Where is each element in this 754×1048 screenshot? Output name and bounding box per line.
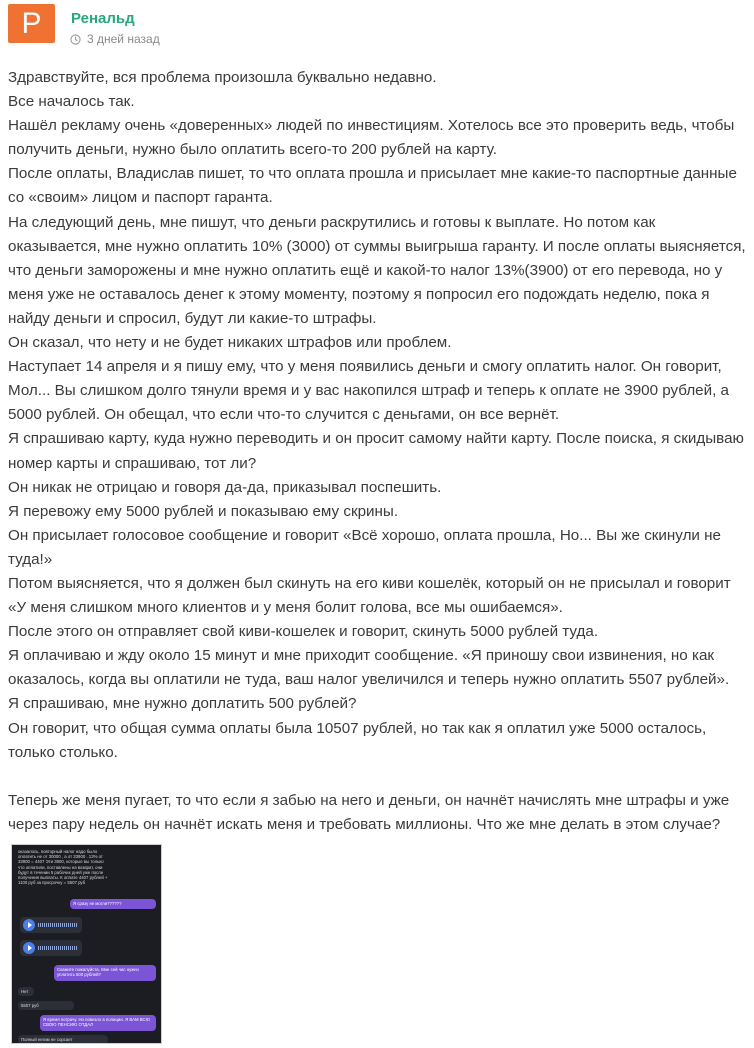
paragraph: Нашёл рекламу очень «доверенных» людей по инвестициям. Хотелось все это проверить ведь, чтобы получить деньги, нужно было оплатить всего-то 200 рублей на карту. [8,117,735,159]
post-time: 3 дней назад [87,32,160,46]
clock-icon [70,34,81,45]
author-name[interactable]: Ренальд [71,10,135,27]
play-icon [23,942,35,954]
screenshot-line: получения выплаты. К оплате 4407 рублей + [18,875,108,881]
paragraph: Он сказал, что нету и не будет никаких штрафов или проблем. [8,334,452,352]
paragraph: Я перевожу ему 5000 рублей и показываю ему скрины. [8,502,399,520]
screenshot-line: будут в течении 5 рабочих дней уже после [18,869,104,875]
paragraph: После оплаты, Владислав пишет, то что оплата прошла и присылает мне какие-то паспортные данные со «своим» лицом и паспорт гаранта. [8,165,737,207]
closing-paragraph: Теперь же меня пугает, то что если я забью на него и деньги, он начнёт начислять мне штрафы и уже через пару недель он начнёт искать меня и требовать миллионы. Что же мне делать в этом случае? [8,791,730,833]
screenshot-text [18,849,138,885]
paragraph: Потом выясняется, что я должен был скинуть на его киви кошелёк, который он не присылал и говорит «У меня слишком много клиентов и у меня болит голова, все мы ошибаемся». [8,574,731,617]
paragraph: На следующий день, мне пишут, что деньги раскрутились и готовы к выплате. Но потом как оказывается, мне нужно оплатить 10% (3000) от суммы выигрыша гаранту. И после оплаты выясняется, что деньги заморожены и мне нужно оплатить ещё и какой-то налог 13%(3900) от его перевода, но у меня уже не оставалось денег к этому моменту, поэтому я попросил его подождать неделю, пока я найду деньги и спросил, будут ли какие-то штрафы. [8,213,746,327]
paragraph: Здравствуйте, вся проблема произошла буквально недавно. [8,69,437,86]
paragraph: Наступает 14 апреля и я пишу ему, что у меня появились деньги и смогу оплатить налог. Он говорит, Мол... Вы слишком долго тянули время и у вас накопился штраф и теперь к оплате не 3900 рублей, а 5000 рублей. Он обещал, что если что-то случится с деньгами, он все вернёт. [8,358,729,424]
post-body [8,66,752,837]
avatar[interactable]: Р [8,4,55,43]
paragraph: Он присылает голосовое сообщение и говорит «Всё хорошо, оплата прошла, Но... Вы же скинули не туда!» [8,526,721,568]
screenshot-line: что оплатили, поставлены на возврат, они [18,864,103,870]
chat-bubble: Нет [18,987,34,996]
attachment-thumbnail[interactable] [11,844,162,1044]
screenshot-line: оказалось, повторный налог надо было [18,849,98,854]
chat-bubble: Я время потрачу. Но повезло в полиции. Я ВАМ ВСЮ СВОЮ ПЕНСИЮ ОТДАЛ [40,1015,156,1031]
chat-bubble: Скажите пожалуйста. Мне сей час нужно уплатить 500 рублей? [54,965,156,981]
screenshot-line: оплатить не от 30000 , а от 33900 . 13% от [18,854,103,860]
post-header [0,0,754,60]
paragraph: Я оплачиваю и жду около 15 минут и мне приходит сообщение. «Я приношу свои извинения, но как оказалось, когда вы оплатили не туда, ваш налог увеличился и теперь нужно оплатить 5507 рублей». [8,647,730,689]
voice-message [20,940,82,956]
chat-bubble: 5507 руб [18,1001,74,1010]
paragraph: Я спрашиваю, мне нужно доплатить 500 рублей? [8,695,357,713]
play-icon [23,919,35,931]
screenshot-line: 1100 руб за просрочку = 5507 руб [18,880,86,886]
chat-bubble: Полный негим не сорсает [18,1035,108,1044]
paragraph: После этого он отправляет свой киви-кошелек и говорит, скинуть 5000 рублей туда. [8,623,599,641]
paragraph: Все началось так. [8,93,135,111]
post-meta [70,32,160,46]
screenshot-line: 33900 = 4407 Эти 3900, которые вы только [18,859,104,865]
paragraph: Он говорит, что общая сумма оплаты была 10507 рублей, но так как я оплатил уже 5000 осталось, только столько. [8,719,707,761]
paragraph: Я спрашиваю карту, куда нужно переводить и он просит самому найти карту. После поиска, я скидываю номер карты и спрашиваю, тот ли? [8,430,744,472]
chat-bubble: Я сразу не могли?????? [70,899,156,909]
voice-message [20,917,82,933]
paragraph: Он никак не отрицаю и говоря да-да, приказывал поспешить. [8,478,442,496]
